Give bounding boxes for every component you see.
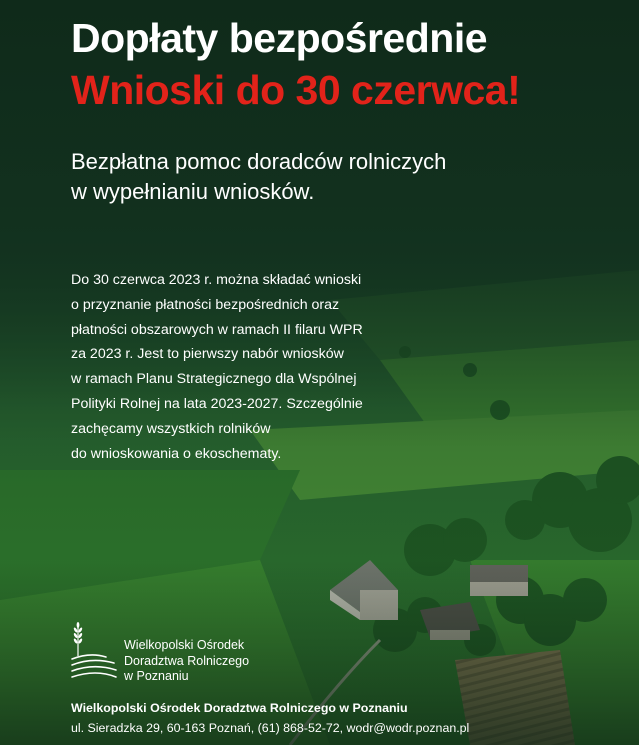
subtitle [71,147,446,207]
headline-deadline: Wnioski do 30 czerwca! [71,67,521,113]
logo-line: Wielkopolski Ośrodek [124,638,245,652]
body-line: w ramach Planu Strategicznego dla Wspólnej [71,371,357,388]
body-line: do wnioskowania o ekoschematy. [71,445,282,462]
body-line: Polityki Rolnej na lata 2023-2027. Szczególnie [71,395,363,412]
wheat-field-icon [70,620,118,684]
footer-organization-name: Wielkopolski Ośrodek Doradztwa Rolniczego w Poznaniu [71,701,408,715]
subtitle-line: w wypełnianiu wniosków. [71,179,315,204]
subtitle-line: Bezpłatna pomoc doradców rolniczych [71,149,447,174]
logo-wordmark [124,638,249,685]
body-line: płatności obszarowych w ramach II filaru WPR [71,321,363,338]
headline-title: Dopłaty bezpośrednie [71,15,488,61]
logo-line: w Poznaniu [124,669,189,683]
logo-line: Doradztwa Rolniczego [124,653,250,668]
body-paragraph [71,268,363,466]
footer-contact-address: ul. Sieradzka 29, 60-163 Poznań, (61) 868-52-72, wodr@wodr.poznan.pl [71,721,470,735]
body-line: za 2023 r. Jest to pierwszy nabór wniosków [71,346,344,363]
body-line: Do 30 czerwca 2023 r. można składać wnioski [71,272,362,288]
body-line: o przyznanie płatności bezpośrednich oraz [71,296,340,313]
body-line: zachęcamy wszystkich rolników [71,420,271,437]
organization-logo [70,620,290,688]
